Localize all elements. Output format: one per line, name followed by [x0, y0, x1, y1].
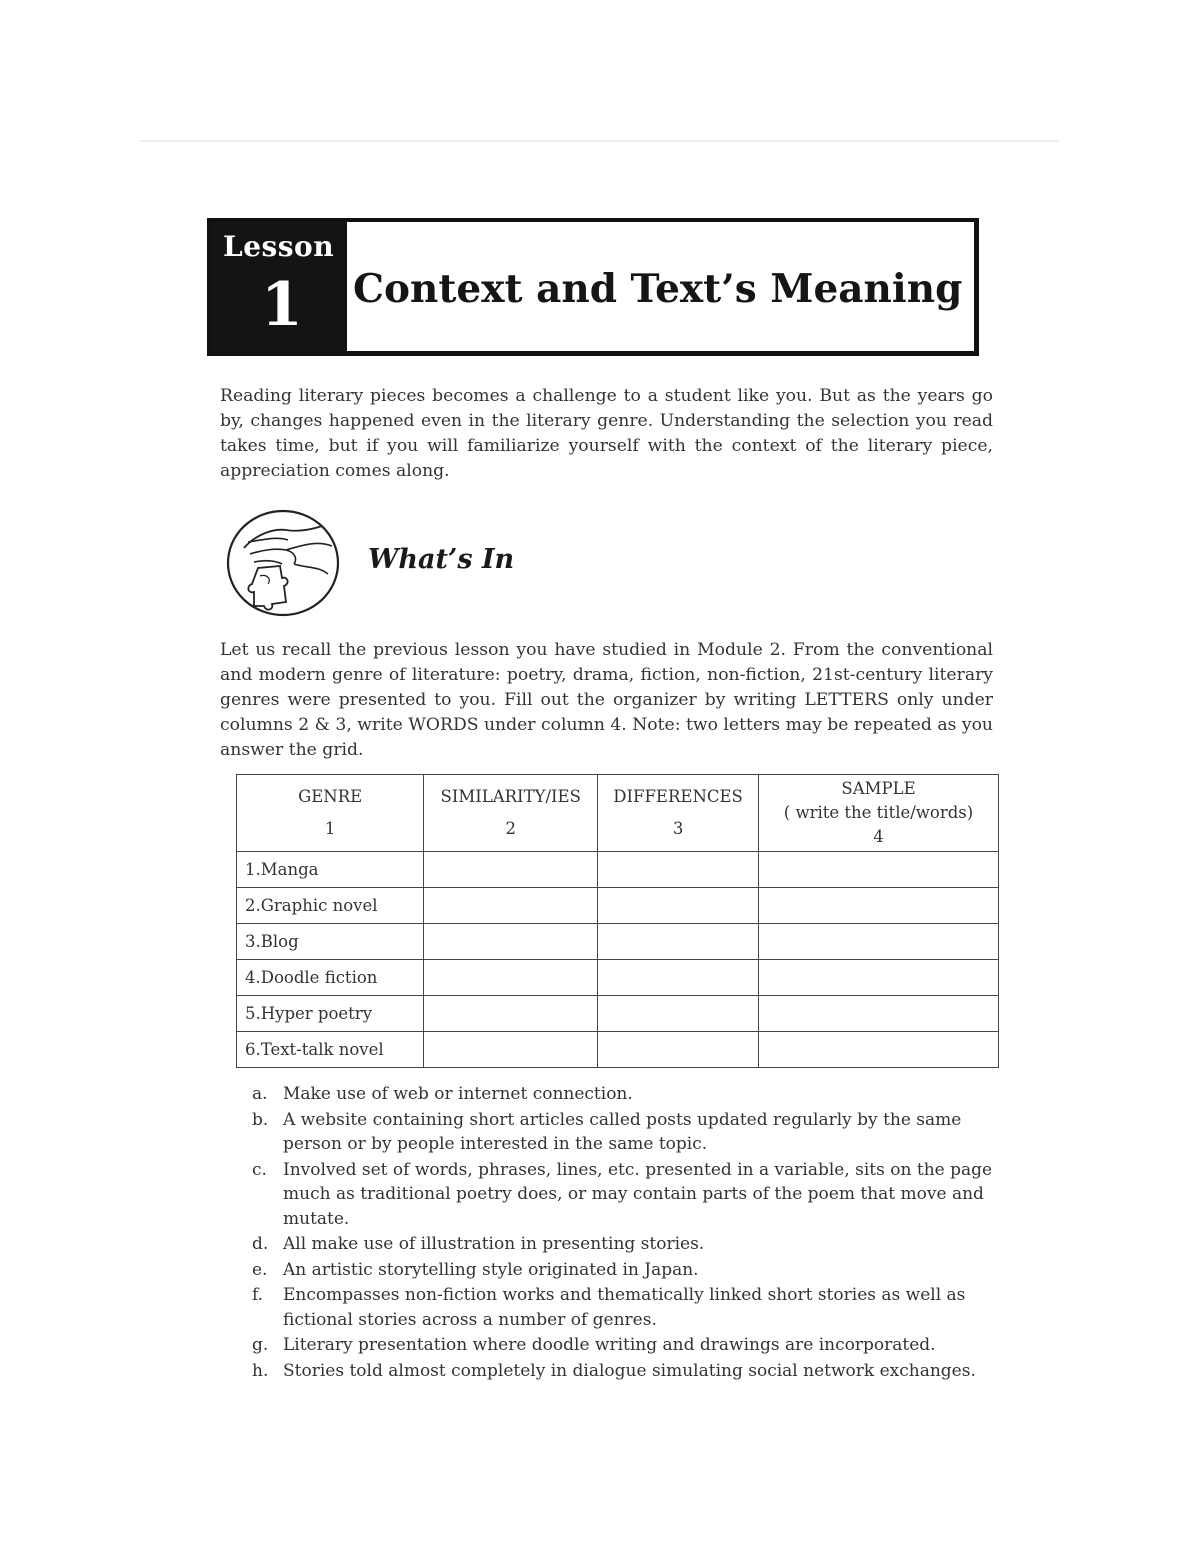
lesson-label-block: [211, 222, 347, 351]
sample-cell[interactable]: [759, 996, 999, 1032]
header-differences: [598, 775, 759, 852]
instructions-paragraph: Let us recall the previous lesson you have studied in Module 2. From the conventional and modern genre of literature: poetry, drama, fiction, non-fiction, 21st-century literary genres were presented to you. Fill out the organizer by writing LETTERS only under columns 2 & 3, write WORDS under column 4. Note: two letters may be repeated as you answer the grid.: [220, 640, 993, 760]
header-column-number: 2: [505, 819, 516, 838]
choice-letter: c.: [252, 1159, 267, 1180]
list-item: [250, 1158, 995, 1232]
sample-cell[interactable]: [759, 924, 999, 960]
genre-organizer-table: [236, 774, 999, 1068]
list-item: [250, 1283, 995, 1332]
list-item: [250, 1082, 995, 1107]
choice-letter: f.: [252, 1285, 264, 1305]
list-item: [250, 1108, 995, 1157]
choice-text: Stories told almost completely in dialogue simulating social network exchanges.: [283, 1360, 976, 1381]
choice-text: Encompasses non-fiction works and thematically linked short stories as well as fictional stories across a number of genres.: [283, 1285, 966, 1330]
table-row: [237, 888, 999, 924]
header-column-number: 4: [873, 827, 884, 846]
table-row: [237, 960, 999, 996]
similarity-cell[interactable]: [424, 960, 598, 996]
choice-letter: h.: [252, 1360, 269, 1381]
hand-puzzle-piece-icon: [224, 506, 342, 620]
choice-text: An artistic storytelling style originated in Japan.: [283, 1259, 699, 1280]
table-row: [237, 996, 999, 1032]
genre-cell: 2.Graphic novel: [237, 888, 424, 924]
genre-cell: 5.Hyper poetry: [237, 996, 424, 1032]
choice-text: Involved set of words, phrases, lines, etc. presented in a variable, sits on the page much as traditional poetry does, or may contain parts of the poem that move and mutate.: [283, 1159, 993, 1229]
header-similarity: [424, 775, 598, 852]
header-sublabel: ( write the title/words): [783, 803, 974, 822]
sample-cell[interactable]: [759, 1032, 999, 1068]
differences-cell[interactable]: [598, 924, 759, 960]
header-label: SAMPLE: [841, 779, 916, 798]
lesson-header: [207, 218, 979, 356]
genre-cell: 1.Manga: [237, 852, 424, 888]
list-item: [250, 1333, 995, 1358]
header-sample: [759, 775, 999, 852]
lesson-title: Context and Text’s Meaning: [353, 266, 963, 312]
genre-cell: 3.Blog: [237, 924, 424, 960]
choice-letter: e.: [252, 1259, 268, 1280]
header-column-number: 1: [324, 819, 336, 838]
page-top-divider: [140, 140, 1058, 142]
sample-cell[interactable]: [759, 852, 999, 888]
header-label: DIFFERENCES: [613, 787, 743, 806]
header-column-number: 3: [672, 819, 684, 838]
differences-cell[interactable]: [598, 852, 759, 888]
intro-paragraph: Reading literary pieces becomes a challenge to a student like you. But as the years go by, changes happened even in the literary genre. Understanding the selection you read takes time, but if you will familiarize yourself with the context of the literary piece, appreciation comes along.: [220, 386, 993, 481]
choice-letter: d.: [252, 1234, 269, 1254]
choice-text: All make use of illustration in presenting stories.: [283, 1234, 705, 1254]
similarity-cell[interactable]: [424, 852, 598, 888]
lesson-number: 1: [261, 270, 303, 340]
list-item: [250, 1232, 995, 1257]
differences-cell[interactable]: [598, 960, 759, 996]
choices-list: [250, 1082, 995, 1384]
lesson-word: Lesson: [223, 230, 335, 263]
similarity-cell[interactable]: [424, 1032, 598, 1068]
table-row: [237, 852, 999, 888]
similarity-cell[interactable]: [424, 924, 598, 960]
header-label: SIMILARITY/IES: [440, 787, 581, 806]
header-label: GENRE: [298, 787, 363, 806]
table-header-row: [237, 775, 999, 852]
genre-cell: 4.Doodle fiction: [237, 960, 424, 996]
similarity-cell[interactable]: [424, 888, 598, 924]
choice-letter: b.: [252, 1109, 269, 1130]
list-item: [250, 1359, 995, 1384]
list-item: [250, 1258, 995, 1283]
differences-cell[interactable]: [598, 996, 759, 1032]
genre-cell: 6.Text-talk novel: [237, 1032, 424, 1068]
table-row: [237, 1032, 999, 1068]
differences-cell[interactable]: [598, 888, 759, 924]
sample-cell[interactable]: [759, 960, 999, 996]
table-row: [237, 924, 999, 960]
similarity-cell[interactable]: [424, 996, 598, 1032]
choice-letter: g.: [252, 1335, 269, 1355]
choice-text: A website containing short articles called posts updated regularly by the same person or by people interested in the same topic.: [283, 1109, 962, 1154]
choice-text: Literary presentation where doodle writing and drawings are incorporated.: [283, 1335, 936, 1355]
sample-cell[interactable]: [759, 888, 999, 924]
choice-text: Make use of web or internet connection.: [283, 1084, 633, 1104]
header-genre: [237, 775, 424, 852]
differences-cell[interactable]: [598, 1032, 759, 1068]
choice-letter: a.: [252, 1084, 268, 1104]
whats-in-heading: What’s In: [368, 544, 515, 575]
